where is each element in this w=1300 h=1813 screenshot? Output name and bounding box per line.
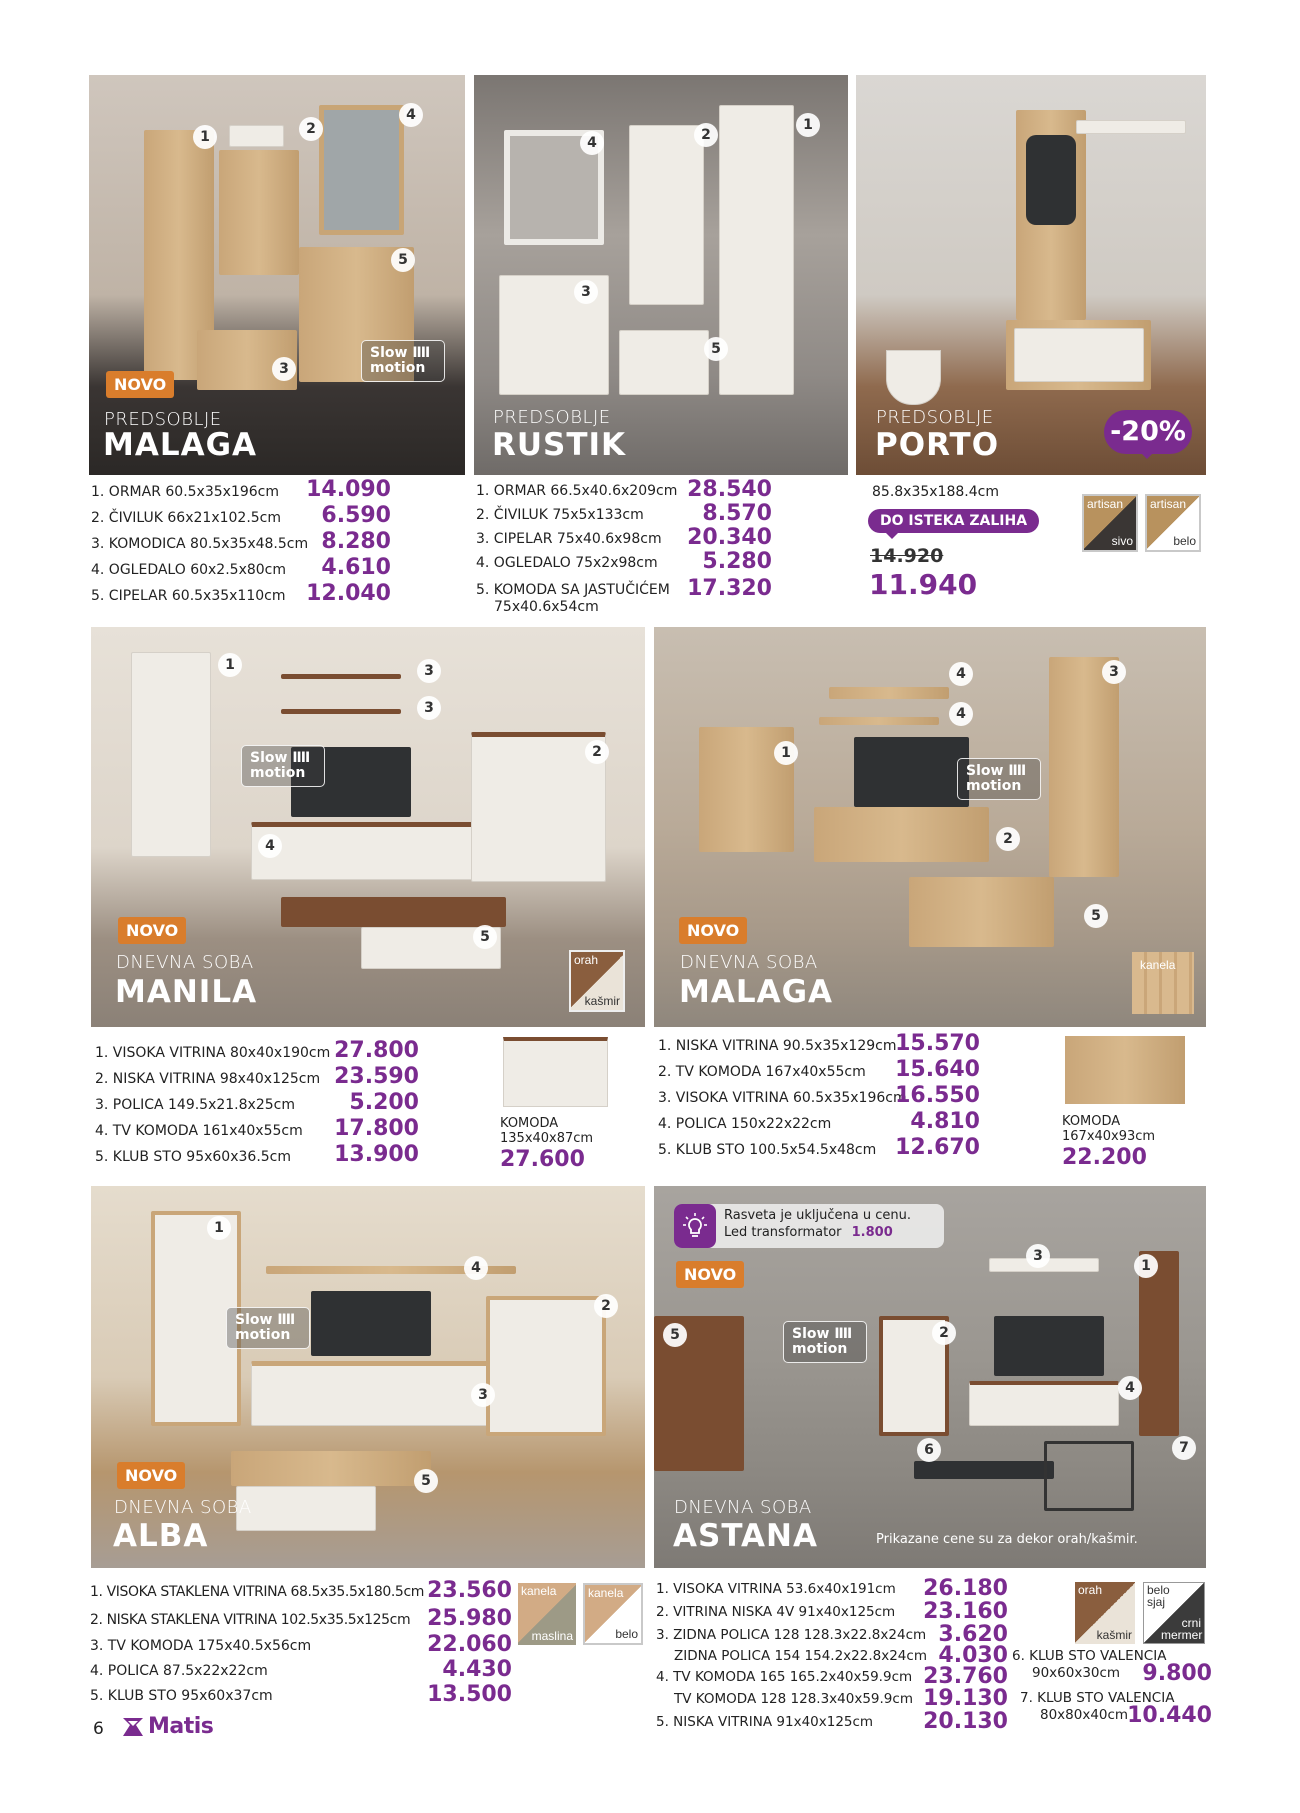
price-row: 3. TV KOMODA 175x40.5x56cm 22.060 bbox=[90, 1632, 512, 1657]
price-row: 4. OGLEDALO 60x2.5x80cm 4.610 bbox=[91, 555, 391, 580]
malaga-hall-price-list bbox=[91, 479, 391, 609]
swatch-orah-kasmir[interactable]: orah kašmir bbox=[1075, 1582, 1135, 1644]
decor-note: Prikazane cene su za dekor orah/kašmir. bbox=[876, 1532, 1138, 1547]
malaga-living-photo bbox=[654, 627, 1206, 1027]
marker-1: 1 bbox=[193, 125, 217, 149]
price-row: 4. TV KOMODA 161x40x55cm 17.800 bbox=[95, 1116, 419, 1141]
marker-2: 2 bbox=[932, 1321, 956, 1345]
price-row: 3. POLICA 149.5x21.8x25cm 5.200 bbox=[95, 1090, 419, 1115]
swatch-belo-sjaj-crni-mermer[interactable]: belo sjaj crni mermer bbox=[1143, 1582, 1205, 1644]
category-label: DNEVNA SOBA bbox=[114, 1497, 252, 1518]
price-row: 1. NISKA VITRINA 90.5x35x129cm 15.570 bbox=[658, 1031, 980, 1056]
price-row: 3. KOMODICA 80.5x35x48.5cm 8.280 bbox=[91, 529, 391, 554]
category-label: PREDSOBLJE bbox=[876, 407, 994, 428]
manila-photo bbox=[91, 627, 645, 1027]
marker-3: 3 bbox=[272, 357, 296, 381]
lighting-note-text: Rasveta je uključena u cenu. Led transformator 1.800 bbox=[724, 1208, 911, 1240]
matis-logo-icon bbox=[122, 1716, 144, 1738]
astana-side-items bbox=[1012, 1648, 1212, 1732]
malaga-komoda: KOMODA 167x40x93cm 22.200 bbox=[1062, 1114, 1156, 1170]
alba-price-list bbox=[90, 1580, 512, 1709]
swatch-artisan-belo[interactable]: artisan belo bbox=[1145, 494, 1201, 552]
marker-4: 4 bbox=[580, 131, 604, 155]
price-row: ZIDNA POLICA 154 154.2x22.8x24cm 4.030 bbox=[674, 1643, 1008, 1668]
marker-4b: 4 bbox=[949, 702, 973, 726]
novo-badge: NOVO bbox=[679, 917, 747, 944]
price-row: 4. POLICA 87.5x22x22cm 4.430 bbox=[90, 1657, 512, 1682]
swatch-kanela-maslina[interactable]: kanela maslina bbox=[518, 1583, 576, 1645]
marker-3: 3 bbox=[471, 1383, 495, 1407]
slow-motion-badge: Slow IIII motion bbox=[241, 745, 325, 787]
price-row: 1. VISOKA STAKLENA VITRINA 68.5x35.5x180.5cm 23.560 bbox=[90, 1578, 512, 1603]
category-label: DNEVNA SOBA bbox=[116, 952, 254, 973]
malaga-living-price-list bbox=[658, 1033, 980, 1163]
price-row: 3. CIPELAR 75x40.6x98cm 20.340 bbox=[476, 525, 772, 550]
old-price: 14.920 bbox=[870, 545, 944, 567]
marker-2: 2 bbox=[694, 123, 718, 147]
novo-badge: NOVO bbox=[118, 917, 186, 944]
product-name: ASTANA bbox=[673, 1518, 818, 1554]
astana-photo bbox=[654, 1186, 1206, 1568]
marker-1: 1 bbox=[796, 113, 820, 137]
porto-dims: 85.8x35x188.4cm bbox=[872, 484, 999, 500]
malaga-hall-photo bbox=[89, 75, 465, 475]
sale-price: 11.940 bbox=[869, 568, 978, 601]
manila-price-list bbox=[95, 1040, 419, 1170]
category-label: DNEVNA SOBA bbox=[680, 952, 818, 973]
marker-5: 5 bbox=[1084, 904, 1108, 928]
price-row: 1. ORMAR 66.5x40.6x209cm 28.540 bbox=[476, 477, 772, 502]
marker-4: 4 bbox=[464, 1256, 488, 1280]
manila-komoda: KOMODA 135x40x87cm 27.600 bbox=[500, 1116, 594, 1172]
product-name: PORTO bbox=[875, 427, 1000, 463]
price-row: 2. ČIVILUK 66x21x102.5cm 6.590 bbox=[91, 503, 391, 528]
marker-1: 1 bbox=[774, 741, 798, 765]
marker-7: 7 bbox=[1172, 1436, 1196, 1460]
swatch-kanela-belo[interactable]: kanela belo bbox=[583, 1583, 643, 1645]
alba-photo bbox=[91, 1186, 645, 1568]
marker-5: 5 bbox=[663, 1323, 687, 1347]
marker-3: 3 bbox=[1026, 1244, 1050, 1268]
discount-badge: -20% bbox=[1104, 410, 1192, 454]
marker-2: 2 bbox=[585, 740, 609, 764]
price-row: 5. KLUB STO 100.5x54.5x48cm 12.670 bbox=[658, 1135, 980, 1160]
slow-motion-badge: Slow IIII motion bbox=[226, 1307, 310, 1349]
price-row: 3. ZIDNA POLICA 128 128.3x22.8x24cm 3.620 bbox=[656, 1622, 1008, 1647]
side-item: 7. KLUB STO VALENCIA 80x80x40cm 10.440 bbox=[1020, 1690, 1212, 1728]
price-row: 5. KLUB STO 95x60x36.5cm 13.900 bbox=[95, 1142, 419, 1167]
product-name: ALBA bbox=[113, 1518, 209, 1554]
lightbulb-icon bbox=[674, 1204, 716, 1248]
price-row: 1. ORMAR 60.5x35x196cm 14.090 bbox=[91, 477, 391, 502]
slow-motion-badge: Slow IIII motion bbox=[783, 1321, 867, 1363]
price-row: 4. POLICA 150x22x22cm 4.810 bbox=[658, 1109, 980, 1134]
price-row: 2. VITRINA NISKA 4V 91x40x125cm 23.160 bbox=[656, 1599, 1008, 1624]
price-row: 2. NISKA STAKLENA VITRINA 102.5x35.5x125cm 25.980 bbox=[90, 1606, 512, 1631]
rustik-photo bbox=[474, 75, 848, 475]
side-item: 6. KLUB STO VALENCIA 90x60x30cm 9.800 bbox=[1012, 1648, 1212, 1686]
price-row: 5. KOMODA SA JASTUČIĆEM 17.320 bbox=[476, 576, 772, 601]
novo-badge: NOVO bbox=[676, 1261, 744, 1288]
marker-4: 4 bbox=[1118, 1376, 1142, 1400]
item-dims: 75x40.6x54cm bbox=[494, 599, 599, 615]
product-name: MANILA bbox=[115, 974, 258, 1010]
marker-4: 4 bbox=[399, 103, 423, 127]
marker-2: 2 bbox=[594, 1294, 618, 1318]
price-row: 4. TV KOMODA 165 165.2x40x59.9cm 23.760 bbox=[656, 1664, 1008, 1689]
swatch-kanela[interactable]: kanela bbox=[1132, 952, 1194, 1014]
swatch-artisan-sivo[interactable]: artisan sivo bbox=[1082, 494, 1138, 552]
price-row: 4. OGLEDALO 75x2x98cm 5.280 bbox=[476, 549, 772, 574]
marker-4: 4 bbox=[258, 834, 282, 858]
marker-4: 4 bbox=[949, 662, 973, 686]
price-row: 1. VISOKA VITRINA 53.6x40x191cm 26.180 bbox=[656, 1576, 1008, 1601]
price-row: 1. VISOKA VITRINA 80x40x190cm 27.800 bbox=[95, 1038, 419, 1063]
marker-6: 6 bbox=[917, 1438, 941, 1462]
price-row: 3. VISOKA VITRINA 60.5x35x196cm 16.550 bbox=[658, 1083, 980, 1108]
category-label: PREDSOBLJE bbox=[104, 409, 222, 430]
price-row: 2. ČIVILUK 75x5x133cm 8.570 bbox=[476, 501, 772, 526]
product-name: RUSTIK bbox=[492, 427, 627, 463]
product-name: MALAGA bbox=[679, 974, 834, 1010]
manila-komoda-image bbox=[503, 1037, 608, 1107]
product-name: MALAGA bbox=[103, 427, 258, 463]
marker-5: 5 bbox=[473, 925, 497, 949]
price-row: 5. KLUB STO 95x60x37cm 13.500 bbox=[90, 1682, 512, 1707]
marker-1: 1 bbox=[207, 1216, 231, 1240]
novo-badge: NOVO bbox=[106, 371, 174, 398]
marker-5: 5 bbox=[704, 337, 728, 361]
price-row: 5. CIPELAR 60.5x35x110cm 12.040 bbox=[91, 581, 391, 606]
category-label: PREDSOBLJE bbox=[493, 407, 611, 428]
discount-badge-tail bbox=[1140, 452, 1154, 459]
swatch-orah-kasmir[interactable]: orah kašmir bbox=[569, 950, 625, 1012]
stock-pill: DO ISTEKA ZALIHA bbox=[868, 509, 1039, 533]
malaga-komoda-image bbox=[1065, 1036, 1185, 1104]
marker-3: 3 bbox=[1102, 660, 1126, 684]
marker-2: 2 bbox=[996, 827, 1020, 851]
slow-motion-badge: Slow IIII motion bbox=[361, 340, 445, 382]
marker-5: 5 bbox=[414, 1469, 438, 1493]
marker-1: 1 bbox=[1134, 1254, 1158, 1278]
marker-1: 1 bbox=[218, 653, 242, 677]
category-label: DNEVNA SOBA bbox=[674, 1497, 812, 1518]
brand-logo: Matis bbox=[122, 1714, 213, 1739]
rustik-price-list bbox=[476, 479, 772, 616]
price-row: 5. NISKA VITRINA 91x40x125cm 20.130 bbox=[656, 1709, 1008, 1734]
page-number: 6 bbox=[93, 1719, 104, 1739]
slow-motion-badge: Slow IIII motion bbox=[957, 758, 1041, 800]
marker-2: 2 bbox=[299, 117, 323, 141]
novo-badge: NOVO bbox=[117, 1462, 185, 1489]
marker-5: 5 bbox=[391, 248, 415, 272]
price-row: 2. TV KOMODA 167x40x55cm 15.640 bbox=[658, 1057, 980, 1082]
price-row: 2. NISKA VITRINA 98x40x125cm 23.590 bbox=[95, 1064, 419, 1089]
astana-price-list bbox=[656, 1578, 1008, 1734]
price-row: TV KOMODA 128 128.3x40x59.9cm 19.130 bbox=[674, 1686, 1008, 1711]
marker-3: 3 bbox=[574, 280, 598, 304]
marker-3: 3 bbox=[417, 659, 441, 683]
marker-3b: 3 bbox=[417, 696, 441, 720]
